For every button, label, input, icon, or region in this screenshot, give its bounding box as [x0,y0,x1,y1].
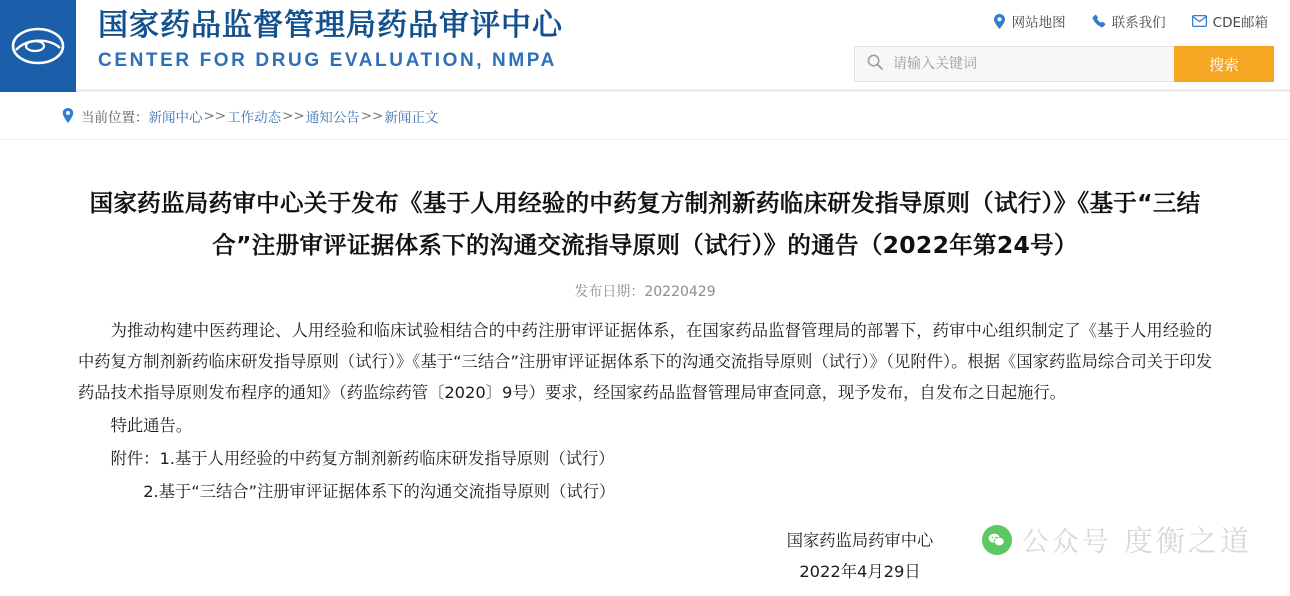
watermark-main: 度衡之道 [1123,524,1252,558]
location-pin-icon [62,108,74,123]
article [0,140,1290,587]
site-title-en: CENTER FOR DRUG EVALUATION, NMPA [98,50,557,71]
article-paragraph-2: 特此通告。 [110,416,193,436]
breadcrumb-item-work-news[interactable]: 工作动态 [227,109,282,126]
search-button[interactable]: 搜索 [1174,46,1274,82]
breadcrumb-item-article[interactable]: 新闻正文 [384,109,439,126]
site-logo[interactable] [0,0,76,92]
site-header [0,0,1290,92]
header-right [854,0,1274,82]
search-bar [854,46,1274,82]
publish-date-label: 发布日期： [574,284,645,301]
nmpa-emblem-icon [10,24,66,68]
article-attachment-1: 附件：1.基于人用经验的中药复方制剂新药临床研发指导原则（试行） [110,449,615,469]
top-link-sitemap[interactable] [993,11,1066,31]
site-title-cn: 国家药品监督管理局药品审评中心 [98,8,563,43]
breadcrumb-separator-1: >> [203,107,227,124]
watermark-prefix: 公众号 [1021,527,1112,558]
top-link-sitemap-label: 网站地图 [1011,15,1066,31]
breadcrumb-item-announcements[interactable]: 通知公告 [305,109,360,126]
search-icon [867,54,883,75]
signature-date: 2022年4月29日 [799,562,921,582]
breadcrumb-item-news-center[interactable]: 新闻中心 [148,109,203,126]
article-attachment-2: 2.基于“三结合”注册审评证据体系下的沟通交流指导原则（试行） [143,482,616,502]
mail-icon [1192,15,1207,27]
publish-date [78,281,1212,301]
top-link-mail[interactable] [1192,11,1268,31]
article-signature [78,525,1212,587]
site-title-block [76,0,563,72]
publish-date-value: 20220429 [644,284,716,301]
top-link-mail-label: CDE邮箱 [1212,15,1268,31]
top-link-contact[interactable] [1092,11,1166,31]
page-title: 国家药监局药审中心关于发布《基于人用经验的中药复方制剂新药临床研发指导原则（试行）》《基于“三结合”注册审评证据体系下的沟通交流指导原则（试行）》的通告（2022年第24号） [89,188,1201,259]
search-input-wrap[interactable] [854,46,1174,82]
article-body [78,315,1212,507]
signature-org: 国家药监局药审中心 [786,531,934,551]
search-input[interactable] [891,55,1174,73]
top-link-contact-label: 联系我们 [1111,15,1166,31]
article-paragraph-1: 为推动构建中医药理论、人用经验和临床试验相结合的中药注册审评证据体系，在国家药品监督管理局的部署下，药审中心组织制定了《基于人用经验的中药复方制剂新药临床研发指导原则（试行）》《基于“三结合”注册审评证据体系下的沟通交流指导原则（试行）》（见附件）。根据《国家药监局综合司关于印发药品技术指导原则发布程序的通知》（药监综药管〔2020〕9号）要求，经国家药品监督管理局审查同意，现予发布，自发布之日起施行。 [78,321,1212,403]
breadcrumb-separator-3: >> [360,107,384,124]
breadcrumb [0,92,1290,140]
breadcrumb-prefix: 当前位置： [81,109,149,126]
breadcrumb-separator-2: >> [282,107,305,124]
top-links [854,0,1274,31]
map-pin-icon [993,14,1006,29]
phone-icon [1092,14,1106,28]
